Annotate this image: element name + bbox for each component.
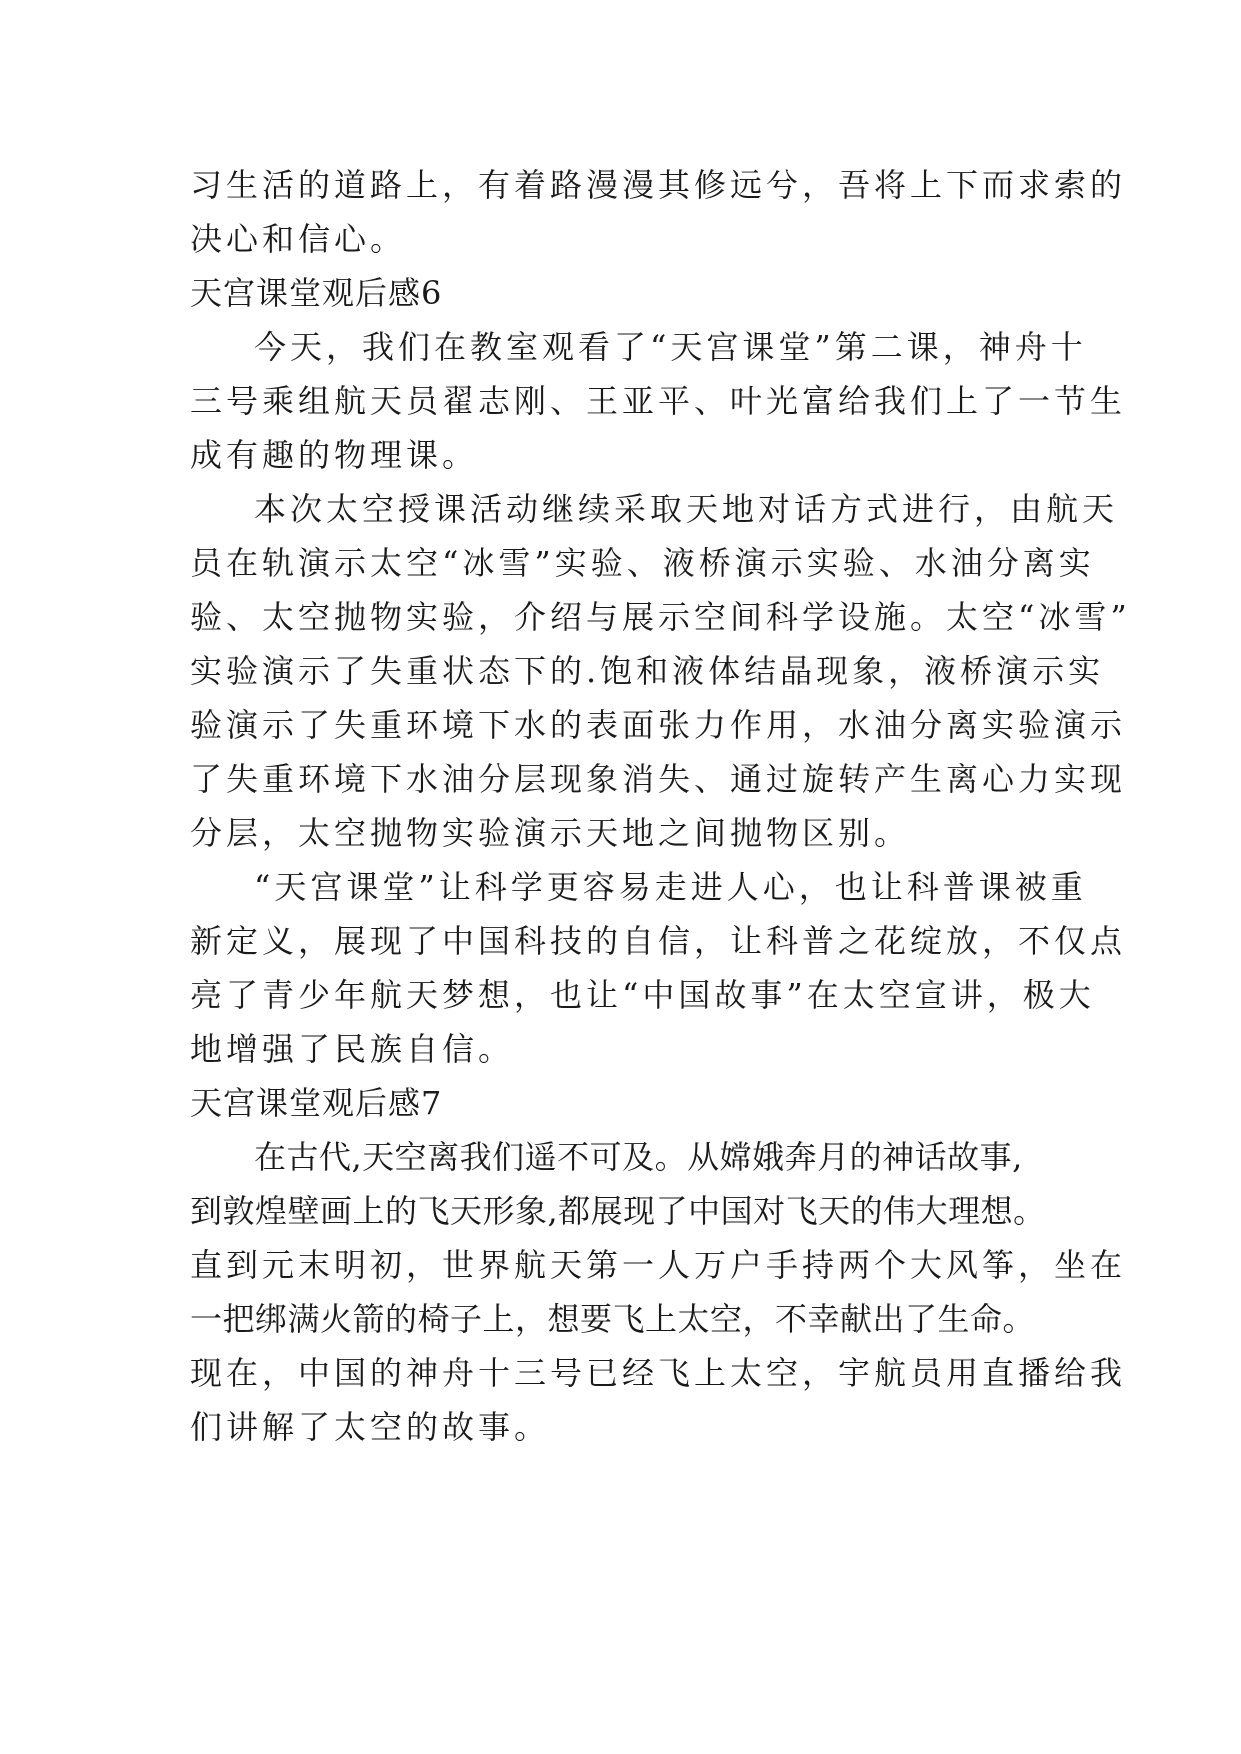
text-line: 分层，太空抛物实验演示天地之间抛物区别。 bbox=[190, 814, 911, 852]
text-line: 地增强了民族自信。 bbox=[190, 1030, 515, 1068]
document-body bbox=[190, 158, 1131, 1454]
section-heading-7: 天宫课堂观后感7 bbox=[190, 1084, 443, 1122]
section-heading-6: 天宫课堂观后感6 bbox=[190, 274, 443, 312]
text-line: 成有趣的物理课。 bbox=[190, 436, 479, 474]
text-line: 直到元末明初，世界航天第一人万户手持两个大风筝，坐在 bbox=[190, 1246, 1127, 1284]
text-line: 现在，中国的神舟十三号已经飞上太空，宇航员用直播给我 bbox=[190, 1354, 1127, 1392]
text-line: 亮了青少年航天梦想，也让“中国故事”在太空宣讲，极大 bbox=[190, 976, 1095, 1014]
section7-paragraph-1 bbox=[190, 1130, 1127, 1454]
text-line: 习生活的道路上，有着路漫漫其修远兮，吾将上下而求索的 bbox=[190, 166, 1127, 204]
text-line: 今天，我们在教室观看了“天宫课堂”第二课，神舟十 bbox=[254, 328, 1087, 366]
section6-paragraph-1 bbox=[190, 320, 1127, 482]
text-line: 们讲解了太空的故事。 bbox=[190, 1408, 551, 1446]
section6-paragraph-2 bbox=[190, 482, 1131, 860]
text-line: “天宫课堂”让科学更容易走进人心，也让科普课被重 bbox=[254, 868, 1087, 906]
text-line: 实验演示了失重状态下的.饱和液体结晶现象，液桥演示实 bbox=[190, 652, 1105, 690]
text-line: 三号乘组航天员翟志刚、王亚平、叶光富给我们上了一节生 bbox=[190, 382, 1127, 420]
text-line: 到敦煌壁画上的飞天形象,都展现了中国对飞天的伟大理想。 bbox=[190, 1192, 1046, 1230]
text-line: 决心和信心。 bbox=[190, 220, 407, 258]
text-line: 一把绑满火箭的椅子上，想要飞上太空，不幸献出了生命。 bbox=[190, 1300, 1036, 1338]
text-line: 在古代,天空离我们遥不可及。从嫦娥奔月的神话故事, bbox=[254, 1138, 1023, 1176]
text-line: 了失重环境下水油分层现象消失、通过旋转产生离心力实现 bbox=[190, 760, 1127, 798]
intro-paragraph-tail bbox=[190, 158, 1127, 266]
text-line: 新定义，展现了中国科技的自信，让科普之花绽放，不仅点 bbox=[190, 922, 1127, 960]
text-line: 验、太空抛物实验，介绍与展示空间科学设施。太空“冰雪” bbox=[190, 598, 1131, 636]
section6-paragraph-3 bbox=[190, 860, 1127, 1076]
text-line: 员在轨演示太空“冰雪”实验、液桥演示实验、水油分离实 bbox=[190, 544, 1095, 582]
text-line: 验演示了失重环境下水的表面张力作用，水油分离实验演示 bbox=[190, 706, 1127, 744]
text-line: 本次太空授课活动继续采取天地对话方式进行，由航天 bbox=[254, 490, 1119, 528]
